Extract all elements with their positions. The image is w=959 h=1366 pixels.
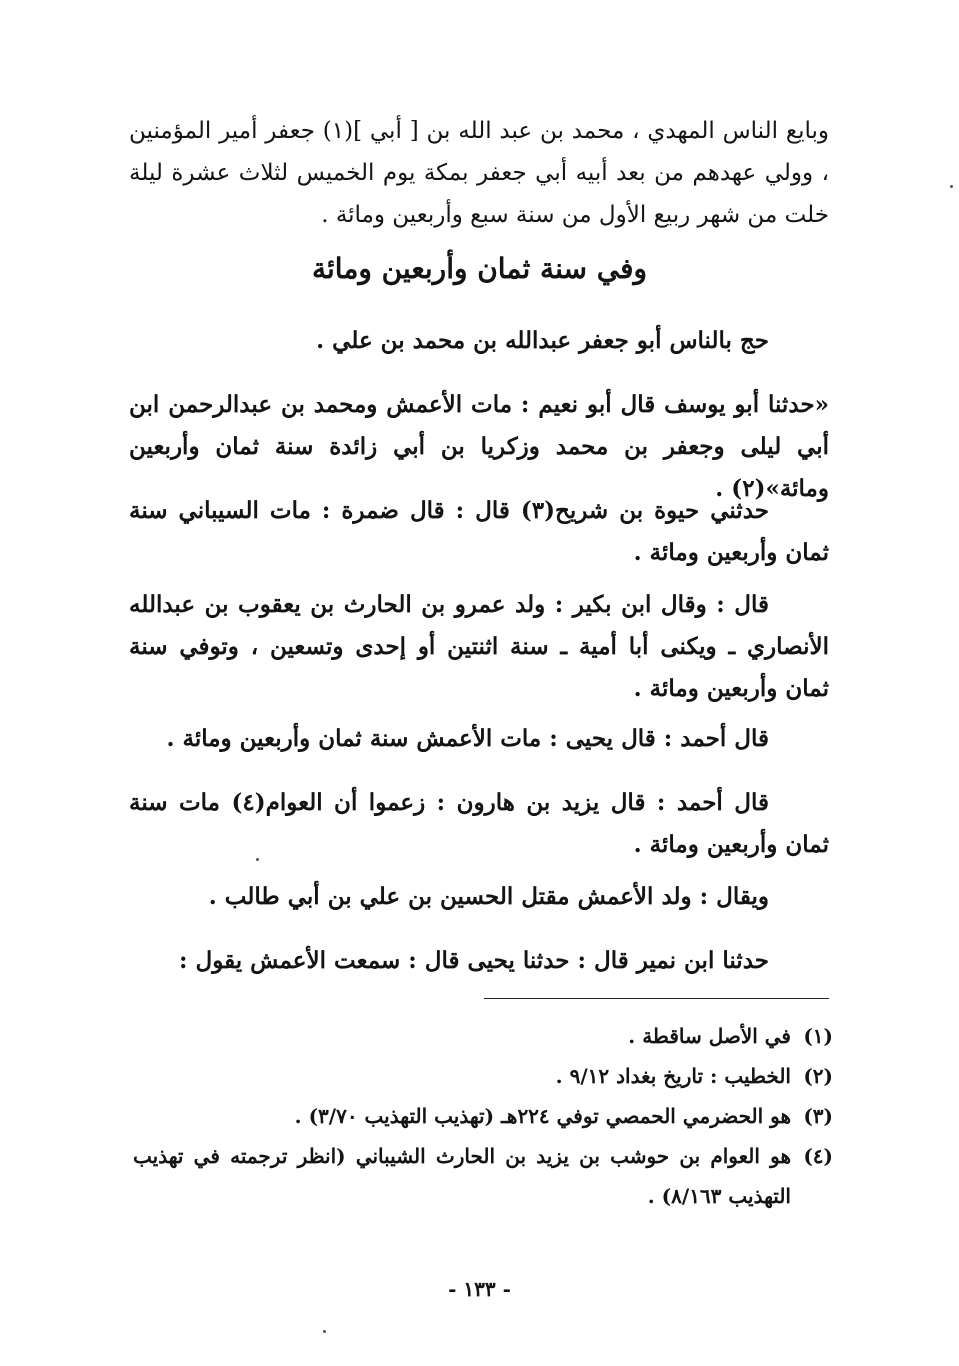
section-heading: وفي سنة ثمان وأربعين ومائة — [312, 252, 647, 285]
footnote-item — [133, 1056, 833, 1096]
footnote-text: في الأصل ساقطة . — [628, 1024, 791, 1048]
scan-speck — [256, 858, 259, 861]
paragraph-abu-yusuf: «حدثنا أبو يوسف قال أبو نعيم : مات الأعمش ومحمد بن عبدالرحمن ابن أبي ليلى وجعفر بن محمد وزكريا بن أبي زائدة سنة ثمان وأربعين ومائة»(٢) . — [129, 391, 829, 502]
footnote-separator — [484, 998, 829, 999]
paragraph-ibn-numayr: حدثنا ابن نمير قال : حدثنا يحيى قال : سمعت الأعمش يقول : — [179, 947, 769, 974]
page-number: - ١٣٣ - — [448, 1277, 511, 1301]
scan-speck — [950, 185, 953, 188]
footnote-number: (١) — [803, 1024, 833, 1048]
paragraph-hajj: حج بالناس أبو جعفر عبدالله بن محمد بن علي . — [316, 327, 769, 354]
footnote-item — [133, 1016, 833, 1056]
paragraph-ibn-bukayr: قال : وقال ابن بكير : ولد عمرو بن الحارث بن يعقوب بن عبدالله الأنصاري ـ ويكنى أبا أمية ـ سنة اثنتين أو إحدى وتسعين ، وتوفي سنة ثمان وأربعين ومائة . — [129, 591, 829, 702]
footnote-text: الخطيب : تاريخ بغداد ٩/١٢ . — [555, 1064, 791, 1088]
paragraph-haywa: حدثني حيوة بن شريح(٣) قال : قال ضمرة : مات السيباني سنة ثمان وأربعين ومائة . — [129, 497, 829, 566]
paragraph-ahmad-yazid: قال أحمد : قال يزيد بن هارون : زعموا أن العوام(٤) مات سنة ثمان وأربعين ومائة . — [129, 789, 829, 858]
paragraph-birth-amash: ويقال : ولد الأعمش مقتل الحسين بن علي بن أبي طالب . — [208, 883, 769, 910]
paragraph-ahmad-yahya: قال أحمد : قال يحيى : مات الأعمش سنة ثمان وأربعين ومائة . — [166, 725, 769, 752]
footnote-item — [133, 1136, 833, 1216]
footnote-item — [133, 1096, 833, 1136]
footnote-text: هو الحضرمي الحمصي توفي ٢٢٤هـ (تهذيب التهذيب ٣/٧٠) . — [294, 1104, 791, 1128]
scan-speck — [323, 1330, 326, 1333]
footnotes — [133, 1016, 833, 1216]
footnote-number: (٤) — [803, 1144, 833, 1168]
footnote-number: (٢) — [803, 1064, 833, 1088]
intro-paragraph: وبايع الناس المهدي ، محمد بن عبد الله بن [ أبي ](١) جعفر أمير المؤمنين ، وولي عهدهم من بعد أبيه أبي جعفر بمكة يوم الخميس لثلاث عشرة ليلة خلت من شهر ربيع الأول من سنة سبع وأربعين ومائة . — [129, 118, 829, 228]
footnote-number: (٣) — [803, 1104, 833, 1128]
footnote-text: هو العوام بن حوشب بن يزيد بن الحارث الشيباني (انظر ترجمته في تهذيب التهذيب ٨/١٦٣) . — [133, 1144, 791, 1208]
